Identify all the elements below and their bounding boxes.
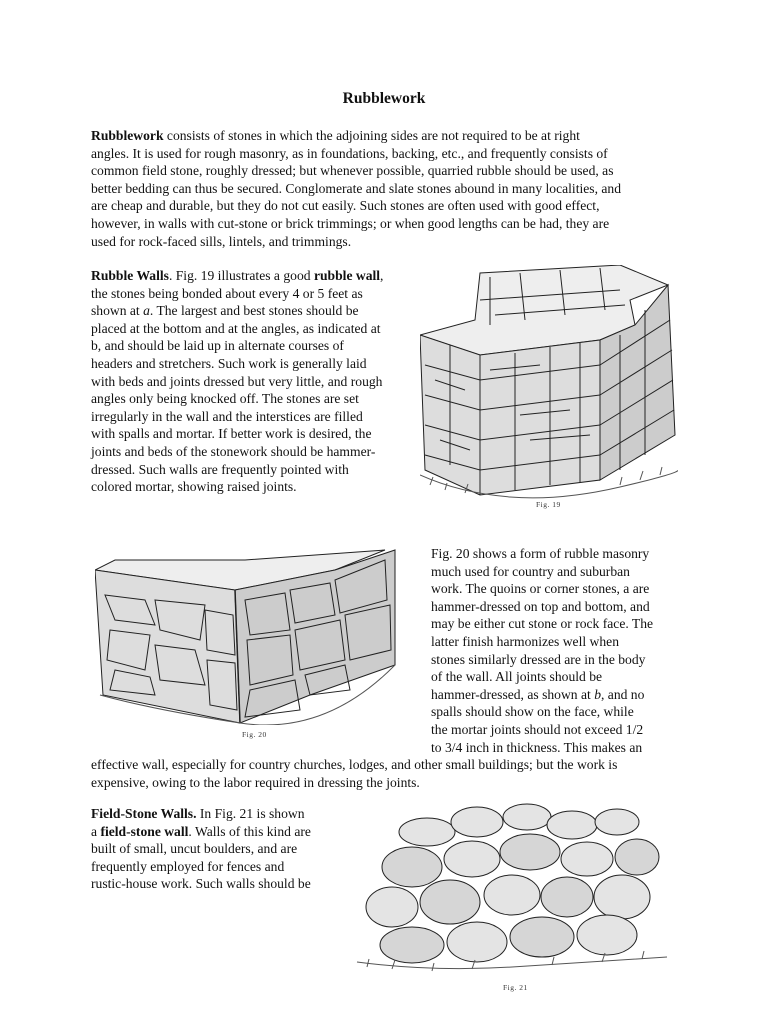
quoin-wall-illustration [95,545,415,725]
figure-20-caption: Fig. 20 [242,730,267,739]
field-stone-heading: Field-Stone Walls. [91,806,197,821]
figure-19-rubble-wall [420,265,678,500]
figure-21-field-stone-wall [352,797,672,977]
figure-20-quoin-wall [95,545,415,725]
page-title: Rubblework [342,90,426,107]
figure-19-caption: Fig. 19 [536,500,561,509]
field-stone-wall-illustration [352,797,672,977]
field-stone-paragraph: Field-Stone Walls. In Fig. 21 is shown a field-stone wall. Walls of this kind are built of small, uncut boulders, and are frequently employed for fences and rustic-house work. Such walls should be [91,806,311,892]
fig20-paragraph-full: effective wall, especially for country churches, lodges, and other small buildings; but the work is expensive, owing to the labor required in dressing the joints. [91,757,618,790]
fig20-paragraph-right: Fig. 20 shows a form of rubble masonry much used for country and suburban work. The quoins or corner stones, a are hammer-dressed on top and bottom, and may be either cut stone or rock face. The latter finish harmonizes well when stones similarly dressed are in the body of the wall. All joints should be hammer-dressed, as shown at b, and no spalls should show on the face, while the mortar joints should not exceed 1/2 to 3/4 inch in thickness. This makes an [431,546,654,755]
intro-term: Rubblework [91,128,164,143]
figure-21-caption: Fig. 21 [503,983,528,992]
rubble-walls-paragraph: Rubble Walls. Fig. 19 illustrates a good rubble wall, the stones being bonded about every 4 or 5 feet as shown at a. The largest and best stones should be placed at the bottom and at the angles, as indicated at b, and should be laid up in alternate courses of headers and stretchers. Such work is generally laid with beds and joints dressed but very little, and rough angles only being knocked off. The stones are set irregularly in the wall and the interstices are filled with spalls and mortar. If better work is desired, the joints and beds of the stonework should be hammer- dressed. Such walls are frequently pointed with colored mortar, showing raised joints. [91,268,384,495]
rubble-wall-illustration [420,265,678,500]
rubble-walls-heading: Rubble Walls [91,268,169,283]
intro-paragraph: Rubblework consists of stones in which the adjoining sides are not required to be at right angles. It is used for rough masonry, as in foundations, backing, etc., and frequently consists of common field stone, roughly dressed; but whenever possible, quarried rubble should be used, as better bedding can thus be secured. Conglomerate and slate stones abound in many localities, and are cheap and durable, but they do not cut easily. Such stones are often used with good effect, however, in walls with cut-stone or brick trimmings; or when good lengths can be had, they are used for rock-faced sills, lintels, and trimmings. [91,128,622,249]
